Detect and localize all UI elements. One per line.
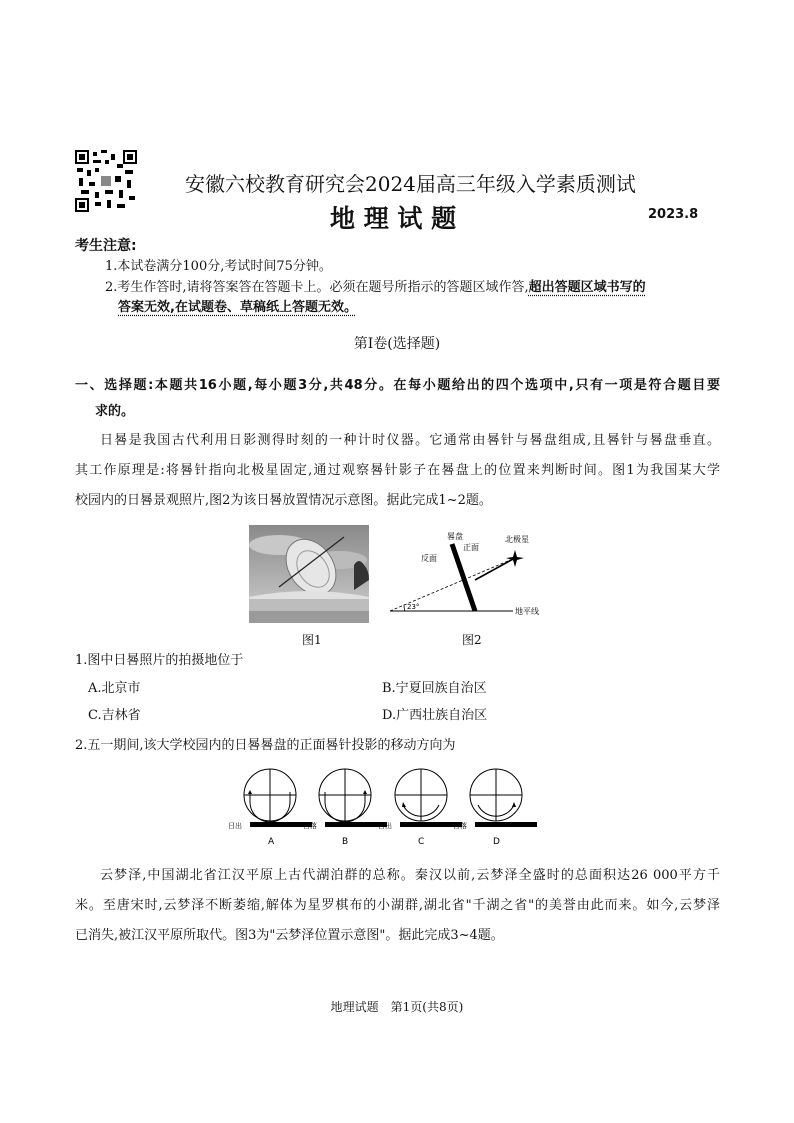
passage-2-line-2: 米。至唐宋时,云梦泽不断萎缩,解体为星罗棋布的小湖群,湖北省"千湖之省"的美誉由此而来。如今,云梦泽 xyxy=(75,898,720,913)
page-footer: 地理试题 第1页(共8页) xyxy=(330,1000,464,1014)
part-title: 第Ⅰ卷(选择题) xyxy=(353,336,441,352)
svg-text:日出: 日出 xyxy=(378,822,392,830)
notice-item-2-text: 2.考生作答时,请将答案答在答题卡上。必须在题号所指示的答题区域作答, xyxy=(105,280,529,295)
exam-subtitle: 安徽六校教育研究会2024届高三年级入学素质测试 xyxy=(185,172,636,196)
svg-text:D: D xyxy=(493,837,500,847)
passage-1-line-3: 校园内的日晷景观照片,图2为该日晷放置情况示意图。据此完成1~2题。 xyxy=(75,493,492,508)
label-dial: 晷盘 xyxy=(447,532,463,541)
polaris-star-icon xyxy=(506,550,524,567)
notice-item-1: 1.本试卷满分100分,考试时间75分钟。 xyxy=(105,259,332,274)
svg-text:日出: 日出 xyxy=(228,822,242,830)
svg-text:日落: 日落 xyxy=(453,822,467,830)
question-1-option-d[interactable]: D.广西壮族自治区 xyxy=(382,708,488,723)
question-2-stem: 2.五一期间,该大学校园内的日晷晷盘的正面晷针投影的移动方向为 xyxy=(75,738,456,753)
label-angle: 23° xyxy=(407,603,420,611)
label-horizon: 地平线 xyxy=(515,607,539,616)
section-instructions-continued: 求的。 xyxy=(95,404,135,419)
label-front: 正面 xyxy=(463,543,479,552)
figure-1-caption: 图1 xyxy=(302,633,322,647)
svg-text:C: C xyxy=(418,837,425,847)
question-1-option-b[interactable]: B.宁夏回族自治区 xyxy=(382,681,487,696)
figure-2-caption: 图2 xyxy=(462,633,482,647)
section-instructions: 一、选择题:本题共16小题,每小题3分,共48分。在每小题给出的四个选项中,只有一项是符合题目要 xyxy=(75,378,720,393)
notice-item-2 xyxy=(105,280,646,296)
svg-text:A: A xyxy=(268,837,275,847)
passage-1-line-1: 日晷是我国古代利用日影测得时刻的一种计时仪器。它通常由晷针与晷盘组成,且晷针与晷盘垂直。 xyxy=(100,433,720,448)
qr-code xyxy=(75,150,137,212)
notice-item-2-emphasis: 超出答题区域书写的 xyxy=(528,280,646,295)
question-2-dial-options xyxy=(225,762,555,852)
sundial-diagram xyxy=(385,530,545,620)
page-title: 地 理 试 题 xyxy=(330,204,457,233)
notice-heading: 考生注意: xyxy=(75,238,137,254)
label-back: 反面 xyxy=(421,554,437,563)
question-1-option-c[interactable]: C.吉林省 xyxy=(88,708,141,723)
passage-1-line-2: 其工作原理是:将晷针指向北极星固定,通过观察晷针影子在晷盘上的位置来判断时间。图1为我国某大学 xyxy=(75,463,720,478)
dial-option-c[interactable] xyxy=(378,769,462,847)
exam-date: 2023.8 xyxy=(648,207,699,222)
question-1-stem: 1.图中日晷照片的拍摄地位于 xyxy=(75,653,244,668)
passage-2-line-3: 已消失,被江汉平原所取代。图3为"云梦泽位置示意图"。据此完成3~4题。 xyxy=(75,928,504,943)
dial-option-a[interactable] xyxy=(228,769,312,847)
question-1-option-a[interactable]: A.北京市 xyxy=(88,681,141,696)
svg-text:日落: 日落 xyxy=(303,822,317,830)
dial-option-d[interactable] xyxy=(453,769,537,847)
notice-item-2-continued: 答案无效,在试题卷、草稿纸上答题无效。 xyxy=(118,300,357,315)
passage-2-line-1: 云梦泽,中国湖北省江汉平原上古代湖泊群的总称。秦汉以前,云梦泽全盛时的总面积达26 000平方千 xyxy=(100,868,720,883)
sundial-photo xyxy=(249,525,369,623)
svg-text:B: B xyxy=(342,837,349,847)
dial-option-b[interactable] xyxy=(303,769,387,847)
label-polaris: 北极星 xyxy=(505,535,529,544)
